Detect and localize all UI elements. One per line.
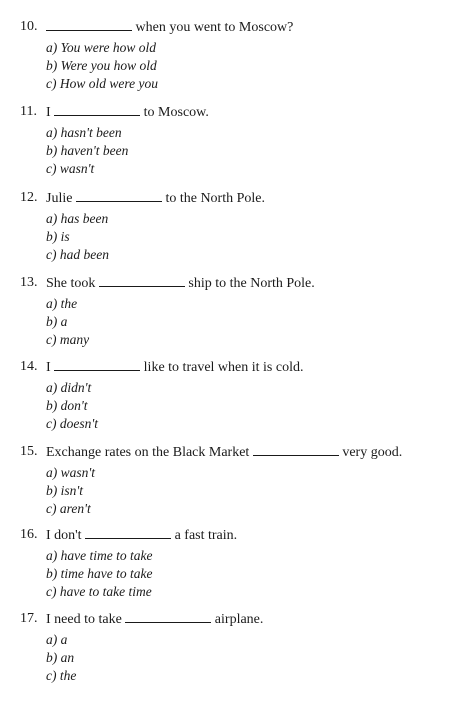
option-c: c) wasn't [46, 161, 95, 176]
text-before-blank: I [46, 360, 51, 375]
answer-blank [76, 189, 162, 202]
options-list [20, 547, 445, 601]
options-list [20, 631, 445, 685]
answer-blank [125, 610, 211, 623]
question-text [46, 610, 263, 629]
options-list [20, 210, 445, 264]
question-stem [20, 274, 445, 292]
option-c: c) had been [46, 247, 109, 262]
question-stem [20, 526, 445, 544]
answer-blank [99, 274, 185, 287]
option-c: c) doesn't [46, 416, 98, 431]
option-b: b) a [46, 314, 68, 329]
option-c: c) have to take time [46, 584, 152, 599]
question-text [46, 189, 265, 208]
question-16 [20, 526, 445, 601]
text-before-blank: I need to take [46, 612, 122, 627]
text-before-blank: I [46, 105, 51, 120]
question-17 [20, 610, 445, 685]
answer-blank [46, 18, 132, 31]
option-a: a) the [46, 296, 78, 311]
text-before-blank: Julie [46, 191, 73, 206]
text-before-blank: I don't [46, 528, 82, 543]
option-c: c) the [46, 668, 77, 683]
text-after-blank: airplane. [214, 612, 264, 627]
options-list [20, 39, 445, 93]
option-b: b) isn't [46, 483, 84, 498]
options-list [20, 295, 445, 349]
answer-blank [54, 358, 140, 371]
question-12 [20, 189, 445, 264]
question-number: 15. [20, 444, 38, 459]
option-b: b) is [46, 229, 70, 244]
question-number: 14. [20, 359, 38, 374]
question-stem [20, 443, 445, 461]
option-a: a) You were how old [46, 40, 157, 55]
option-c: c) aren't [46, 501, 91, 516]
answer-blank [54, 103, 140, 116]
question-stem [20, 358, 445, 376]
question-13 [20, 274, 445, 349]
question-number: 17. [20, 611, 38, 626]
option-b: b) an [46, 650, 75, 665]
option-b: b) haven't been [46, 143, 129, 158]
option-a: a) have time to take [46, 548, 153, 563]
option-a: a) has been [46, 211, 109, 226]
option-a: a) a [46, 632, 68, 647]
option-b: b) time have to take [46, 566, 153, 581]
option-b: b) Were you how old [46, 58, 157, 73]
question-number: 13. [20, 275, 38, 290]
question-stem [20, 189, 445, 207]
text-after-blank: like to travel when it is cold. [143, 360, 304, 375]
question-stem [20, 103, 445, 121]
question-text [46, 358, 303, 377]
text-before-blank: She took [46, 276, 96, 291]
option-c: c) many [46, 332, 90, 347]
option-b: b) don't [46, 398, 88, 413]
answer-blank [253, 443, 339, 456]
question-number: 10. [20, 19, 38, 34]
question-text [46, 526, 237, 545]
text-before-blank: Exchange rates on the Black Market [46, 445, 250, 460]
text-after-blank: when you went to Moscow? [135, 20, 294, 35]
question-number: 12. [20, 190, 38, 205]
options-list [20, 379, 445, 433]
question-text [46, 18, 293, 37]
question-text [46, 274, 315, 293]
options-list [20, 464, 445, 518]
question-stem [20, 18, 445, 36]
option-a: a) wasn't [46, 465, 96, 480]
question-11 [20, 103, 445, 178]
text-after-blank: a fast train. [174, 528, 238, 543]
question-number: 11. [20, 104, 37, 119]
question-number: 16. [20, 527, 38, 542]
question-14 [20, 358, 445, 433]
text-after-blank: very good. [342, 445, 403, 460]
question-text [46, 103, 209, 122]
text-after-blank: to Moscow. [143, 105, 209, 120]
question-stem [20, 610, 445, 628]
option-a: a) didn't [46, 380, 92, 395]
question-10 [20, 18, 445, 93]
question-15 [20, 443, 445, 518]
options-list [20, 124, 445, 178]
question-text [46, 443, 402, 462]
text-after-blank: to the North Pole. [165, 191, 265, 206]
answer-blank [85, 526, 171, 539]
option-c: c) How old were you [46, 76, 158, 91]
text-after-blank: ship to the North Pole. [188, 276, 315, 291]
option-a: a) hasn't been [46, 125, 122, 140]
